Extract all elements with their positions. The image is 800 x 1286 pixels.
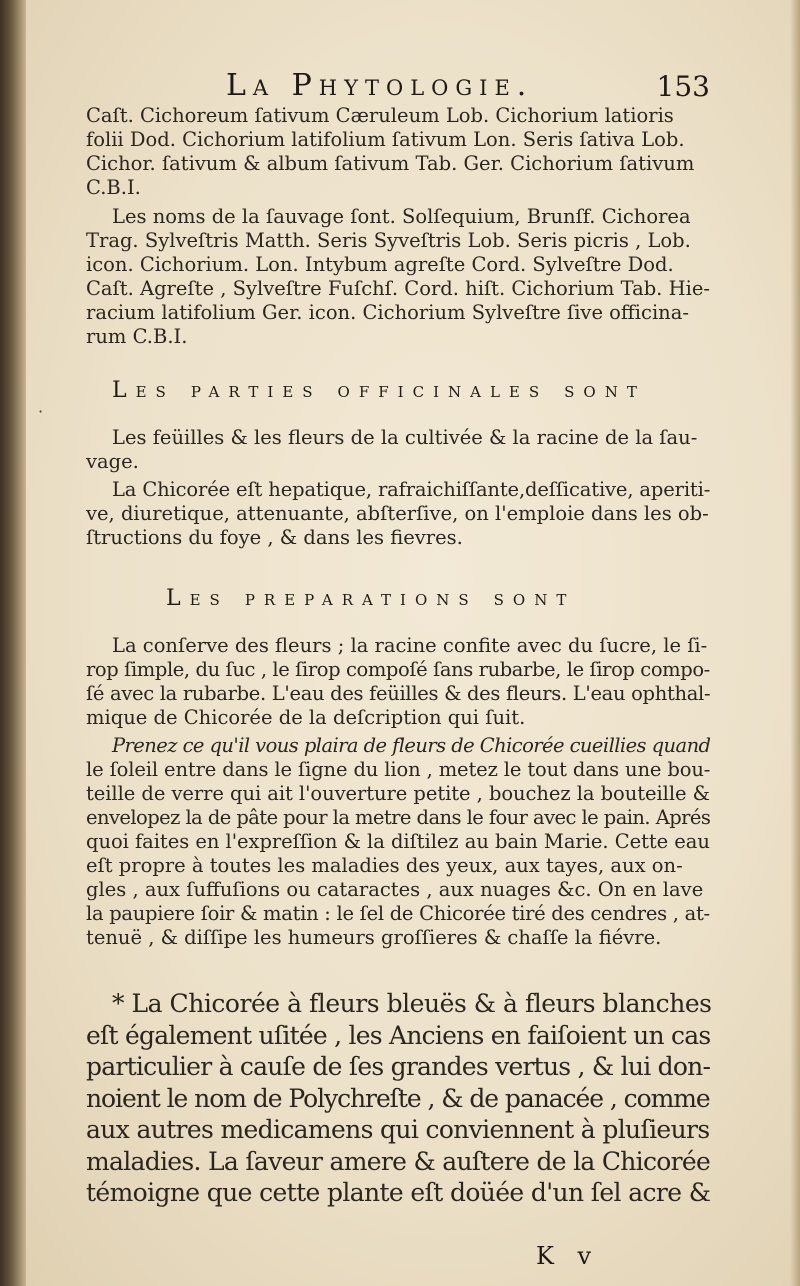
text-line: Prenez ce qu'il vous plaira de fleurs de Chicorée cueillies quand <box>112 734 711 757</box>
text-line: Les noms de la ſauvage ſont. Solſequium, Brunſf. Cichorea <box>112 205 691 228</box>
text-line: le ſoleil entre dans le ſigne du lion , metez le tout dans une bou- <box>86 758 711 781</box>
text-line: La Chicorée eſt hepatique, rafraichiſſante,deſſicative, aperiti- <box>112 478 711 501</box>
text-line: Les feüilles & les fleurs de la cultivée & la racine de la ſau- <box>112 426 698 449</box>
text-line: quoi faites en l'expreſſion & la diſtilez au bain Marie. Cette eau <box>86 830 710 853</box>
text-line: La conſerve des fleurs ; la racine confite avec du ſucre, le ſi- <box>112 634 708 657</box>
text-line: aux autres medicamens qui conviennent à pluſieurs <box>86 1115 710 1144</box>
section-heading-preparations: Les preparations sont <box>166 586 576 611</box>
page-header <box>86 68 710 104</box>
text-line: noient le nom de Polychreſte , & de panacée , comme <box>86 1083 710 1113</box>
text-line: gles , aux ſuffuſions ou cataractes , aux nuages &c. On en lave <box>86 878 704 901</box>
text-line: rum C.B.I. <box>86 325 188 348</box>
text-line: folii Dod. Cichorium latifolium ſativum Lon. Seris ſativa Lob. <box>86 128 685 151</box>
text-line: vage. <box>86 450 139 473</box>
margin-mark: · <box>38 402 44 421</box>
text-line: C.B.I. <box>86 176 141 199</box>
paragraph-blue-white-chicory <box>86 988 710 1209</box>
paragraph-preparations <box>86 634 710 730</box>
running-title: La Phytologie. <box>226 68 534 103</box>
text-line: tenuë , & diſſipe les humeurs groſſieres & chaſſe la fiévre. <box>86 926 662 949</box>
page-number: 153 <box>656 70 710 103</box>
text-line: Caſt. Cichoreum ſativum Cæruleum Lob. Cichorium latioris <box>86 104 674 127</box>
text-line: témoigne que cette plante eſt doüée d'un ſel acre & <box>86 1178 711 1207</box>
paragraph-ophthalmic-water-recipe <box>86 734 710 950</box>
text-line: rop ſimple, du ſuc , le ſirop compoſé ſans rubarbe, le ſirop compo- <box>86 658 710 681</box>
text-line: mique de Chicorée de la deſcription qui ſuit. <box>86 706 526 729</box>
text-line: la paupiere ſoir & matin : le ſel de Chicorée tiré des cendres , at- <box>86 902 710 925</box>
text-line: teille de verre qui ait l'ouverture petite , bouchez la bouteille & <box>86 782 710 805</box>
text-line: ve, diuretique, attenuante, abſterſive, on l'emploie dans les ob- <box>86 502 709 525</box>
page-edge-shadow <box>790 0 800 1286</box>
paragraph-officinal-parts <box>86 426 710 474</box>
text-line: maladies. La ſaveur amere & auſtere de la Chicorée <box>86 1146 711 1176</box>
text-line: eſt également uſitée , les Anciens en faiſoient un cas <box>86 1020 711 1050</box>
paragraph-properties <box>86 478 710 550</box>
text-line: Trag. Sylveſtris Matth. Seris Syveſtris Lob. Seris picris , Lob. <box>86 229 691 252</box>
text-line: particulier à cauſe de ſes grandes vertus , & lui don- <box>86 1052 711 1081</box>
paragraph-wild-names <box>86 205 710 349</box>
text-line: * La Chicorée à fleurs bleuës & à fleurs blanches <box>112 989 712 1018</box>
text-line: racium latifolium Ger. icon. Cichorium Sylveſtre ſive officina- <box>86 301 689 324</box>
text-line: Caſt. Agreſte , Sylveſtre Fuſchſ. Cord. hiſt. Cichorium Tab. Hie- <box>86 277 710 300</box>
text-line: ſtructions du foye , & dans les fievres. <box>86 526 463 549</box>
book-spine-shadow <box>0 0 26 1286</box>
section-heading-officinal-parts: Les parties officinales sont <box>112 378 646 403</box>
text-line: eſt propre à toutes les maladies des yeux, aux tayes, aux on- <box>86 854 683 877</box>
printer-signature-mark: K v <box>536 1242 600 1270</box>
paragraph-cultivated-names <box>86 104 710 200</box>
text-line: envelopez la de pâte pour la metre dans le four avec le pain. Aprés <box>86 806 711 829</box>
text-line: ſé avec la rubarbe. L'eau des feüilles & des fleurs. L'eau ophthal- <box>86 682 711 705</box>
text-line: icon. Cichorium. Lon. Intybum agreſte Cord. Sylveſtre Dod. <box>86 253 674 276</box>
text-line: Cichor. ſativum & album ſativum Tab. Ger. Cichorium ſativum <box>86 152 695 175</box>
